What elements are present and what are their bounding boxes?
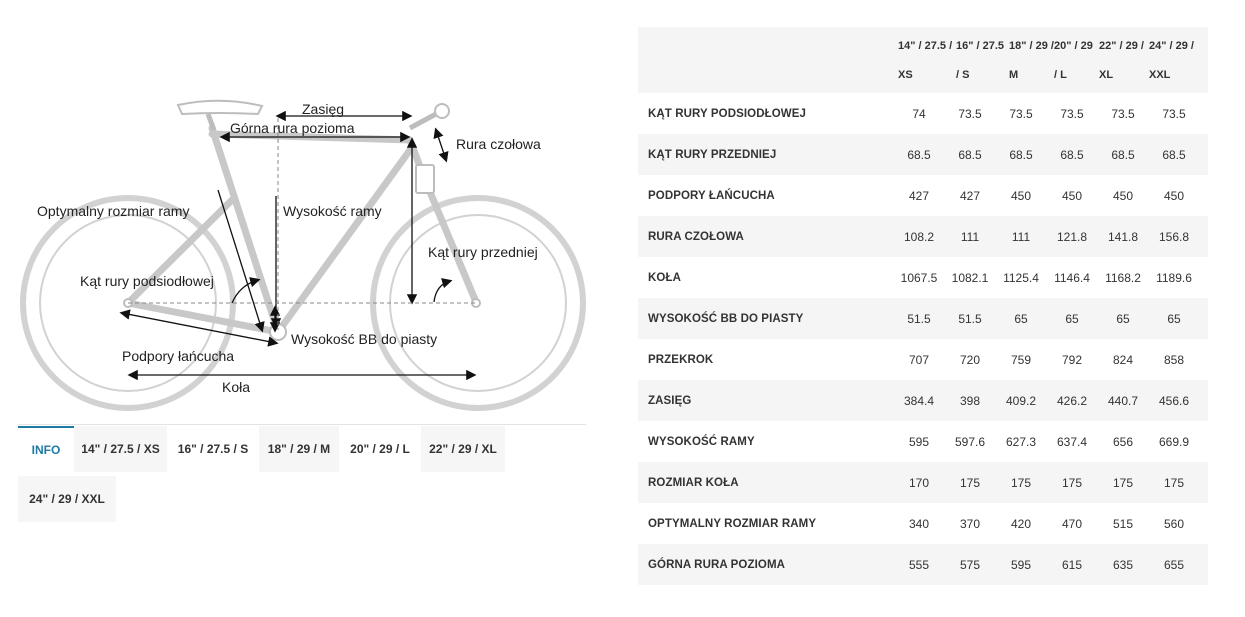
bike-geometry-diagram	[0, 0, 600, 425]
tab-size-l[interactable]: 20" / 29 / L	[339, 426, 421, 472]
table-body	[638, 93, 1208, 585]
table-cell: 384.4	[903, 393, 935, 408]
header-xl-line1: 22" / 29 /	[1099, 40, 1144, 52]
table-cell: 427	[959, 188, 981, 203]
table-cell: 370	[959, 516, 981, 531]
saddle	[178, 101, 262, 114]
table-cell: 409.2	[1005, 393, 1037, 408]
row-label: WYSOKOŚĆ RAMY	[648, 435, 755, 448]
table-cell: 111	[960, 229, 980, 244]
table-cell: 720	[959, 352, 981, 367]
handlebar	[435, 104, 449, 118]
fork-crown	[416, 165, 434, 193]
label-head-tube: Rura czołowa	[456, 136, 541, 152]
table-row	[638, 298, 1208, 339]
label-top-tube: Górna rura pozioma	[230, 120, 355, 136]
tab-size-xxl[interactable]: 24" / 29 / XXL	[18, 476, 116, 522]
tab-size-s[interactable]: 16" / 27.5 / S	[167, 426, 259, 472]
header-xl-line2: XL	[1099, 69, 1114, 81]
table-header	[638, 27, 1208, 93]
table-cell: 156.8	[1158, 229, 1190, 244]
table-cell: 1168.2	[1105, 270, 1141, 285]
header-xxl-line2: XXL	[1149, 69, 1171, 81]
table-cell: 73.5	[1111, 106, 1135, 121]
table-cell: 1067.5	[900, 270, 938, 285]
table-row	[638, 339, 1208, 380]
table-cell: 170	[908, 475, 930, 490]
label-seat-angle: Kąt rury podsiodłowej	[80, 273, 214, 289]
table-cell: 68.5	[1111, 147, 1135, 162]
table-cell: 51.5	[907, 311, 931, 326]
header-xs-line2: XS	[898, 69, 913, 81]
table-cell: 111	[1011, 229, 1031, 244]
table-cell: 65	[1167, 311, 1181, 326]
table-cell: 1189.6	[1156, 270, 1192, 285]
table-cell: 121.8	[1056, 229, 1088, 244]
table-row	[638, 257, 1208, 298]
table-cell: 427	[908, 188, 930, 203]
table-cell: 68.5	[1009, 147, 1033, 162]
table-cell: 440.7	[1107, 393, 1139, 408]
table-row	[638, 462, 1208, 503]
label-bb-height: Wysokość BB do piasty	[291, 331, 438, 347]
table-cell: 597.6	[954, 434, 986, 449]
stem	[410, 114, 436, 128]
tab-size-xl[interactable]: 22" / 29 / XL	[421, 426, 505, 472]
table-cell: 68.5	[907, 147, 931, 162]
table-cell: 141.8	[1107, 229, 1139, 244]
header-m-line2: M	[1009, 69, 1019, 81]
table-cell: 175	[1061, 475, 1083, 490]
table-cell: 555	[908, 557, 930, 572]
header-s-line2: / S	[956, 69, 970, 81]
tab-info[interactable]: INFO	[18, 426, 74, 472]
table-cell: 635	[1112, 557, 1134, 572]
label-frame-height: Wysokość ramy	[283, 203, 382, 219]
table-cell: 575	[959, 557, 981, 572]
table-cell: 450	[1112, 188, 1134, 203]
table-cell: 65	[1116, 311, 1130, 326]
table-cell: 595	[1010, 557, 1032, 572]
table-row	[638, 175, 1208, 216]
header-l-line1: 20" / 29	[1054, 40, 1093, 52]
row-label: WYSOKOŚĆ BB DO PIASTY	[648, 312, 804, 325]
table-cell: 175	[1010, 475, 1032, 490]
header-m-line1: 18" / 29 /	[1009, 40, 1054, 52]
label-reach: Zasięg	[302, 101, 345, 117]
table-cell: 707	[908, 352, 930, 367]
table-cell: 108.2	[903, 229, 935, 244]
table-cell: 340	[908, 516, 930, 531]
table-row	[638, 421, 1208, 462]
tabs-divider	[18, 424, 586, 425]
table-cell: 1082.1	[951, 270, 989, 285]
table-cell: 420	[1010, 516, 1032, 531]
table-cell: 65	[1065, 311, 1079, 326]
table-cell: 858	[1163, 352, 1185, 367]
table-row	[638, 134, 1208, 175]
label-wheelbase: Koła	[222, 379, 251, 395]
table-cell: 824	[1112, 352, 1134, 367]
row-label: PRZEKROK	[648, 353, 714, 366]
table-cell: 759	[1010, 352, 1032, 367]
table-cell: 515	[1112, 516, 1134, 531]
row-label: KĄT RURY PODSIODŁOWEJ	[648, 107, 807, 120]
table-cell: 615	[1061, 557, 1083, 572]
table-cell: 1146.4	[1054, 270, 1090, 285]
label-chainstays: Podpory łańcucha	[122, 348, 235, 364]
table-cell: 426.2	[1056, 393, 1088, 408]
tab-size-m[interactable]: 18" / 29 / M	[259, 426, 339, 472]
row-label: OPTYMALNY ROZMIAR RAMY	[648, 517, 817, 530]
table-cell: 450	[1163, 188, 1185, 203]
table-cell: 175	[959, 475, 981, 490]
header-s-line1: 16" / 27.5	[956, 40, 1005, 52]
row-label: RURA CZOŁOWA	[648, 230, 744, 243]
row-label: GÓRNA RURA POZIOMA	[648, 558, 786, 571]
header-l-line2: / L	[1054, 69, 1067, 81]
bike-frame	[128, 128, 476, 332]
table-cell: 175	[1112, 475, 1134, 490]
row-label: ROZMIAR KOŁA	[648, 476, 739, 489]
geometry-table	[638, 27, 1208, 585]
table-cell: 51.5	[958, 311, 982, 326]
table-row	[638, 380, 1208, 421]
table-cell: 65	[1014, 311, 1028, 326]
table-row	[638, 93, 1208, 134]
table-cell: 73.5	[958, 106, 982, 121]
table-cell: 595	[908, 434, 930, 449]
table-cell: 1125.4	[1003, 270, 1039, 285]
table-row	[638, 503, 1208, 544]
table-cell: 470	[1061, 516, 1083, 531]
bottom-bracket	[270, 324, 286, 340]
table-cell: 627.3	[1005, 434, 1037, 449]
table-cell: 73.5	[1060, 106, 1084, 121]
table-cell: 669.9	[1158, 434, 1190, 449]
table-row	[638, 216, 1208, 257]
table-cell: 68.5	[1060, 147, 1084, 162]
table-cell: 456.6	[1158, 393, 1190, 408]
table-cell: 73.5	[1162, 106, 1186, 121]
table-cell: 450	[1061, 188, 1083, 203]
table-cell: 68.5	[1162, 147, 1186, 162]
table-cell: 450	[1010, 188, 1032, 203]
header-xxl-line1: 24" / 29 /	[1149, 40, 1194, 52]
table-cell: 655	[1163, 557, 1185, 572]
table-cell: 637.4	[1056, 434, 1088, 449]
row-label: KOŁA	[648, 271, 681, 284]
table-cell: 73.5	[1009, 106, 1033, 121]
table-cell: 74	[912, 106, 926, 121]
table-cell: 792	[1061, 352, 1083, 367]
table-cell: 656	[1112, 434, 1134, 449]
table-row	[638, 544, 1208, 585]
table-cell: 175	[1163, 475, 1185, 490]
row-label: ZASIĘG	[648, 394, 692, 407]
table-cell: 560	[1163, 516, 1185, 531]
table-cell: 68.5	[958, 147, 982, 162]
label-optimal-frame: Optymalny rozmiar ramy	[37, 203, 190, 219]
tab-size-xs[interactable]: 14" / 27.5 / XS	[74, 426, 167, 472]
row-label: KĄT RURY PRZEDNIEJ	[648, 148, 777, 161]
table-cell: 398	[959, 393, 981, 408]
label-head-angle: Kąt rury przedniej	[428, 244, 538, 260]
row-label: PODPORY ŁAŃCUCHA	[648, 189, 775, 202]
header-xs-line1: 14" / 27.5 /	[898, 40, 953, 52]
